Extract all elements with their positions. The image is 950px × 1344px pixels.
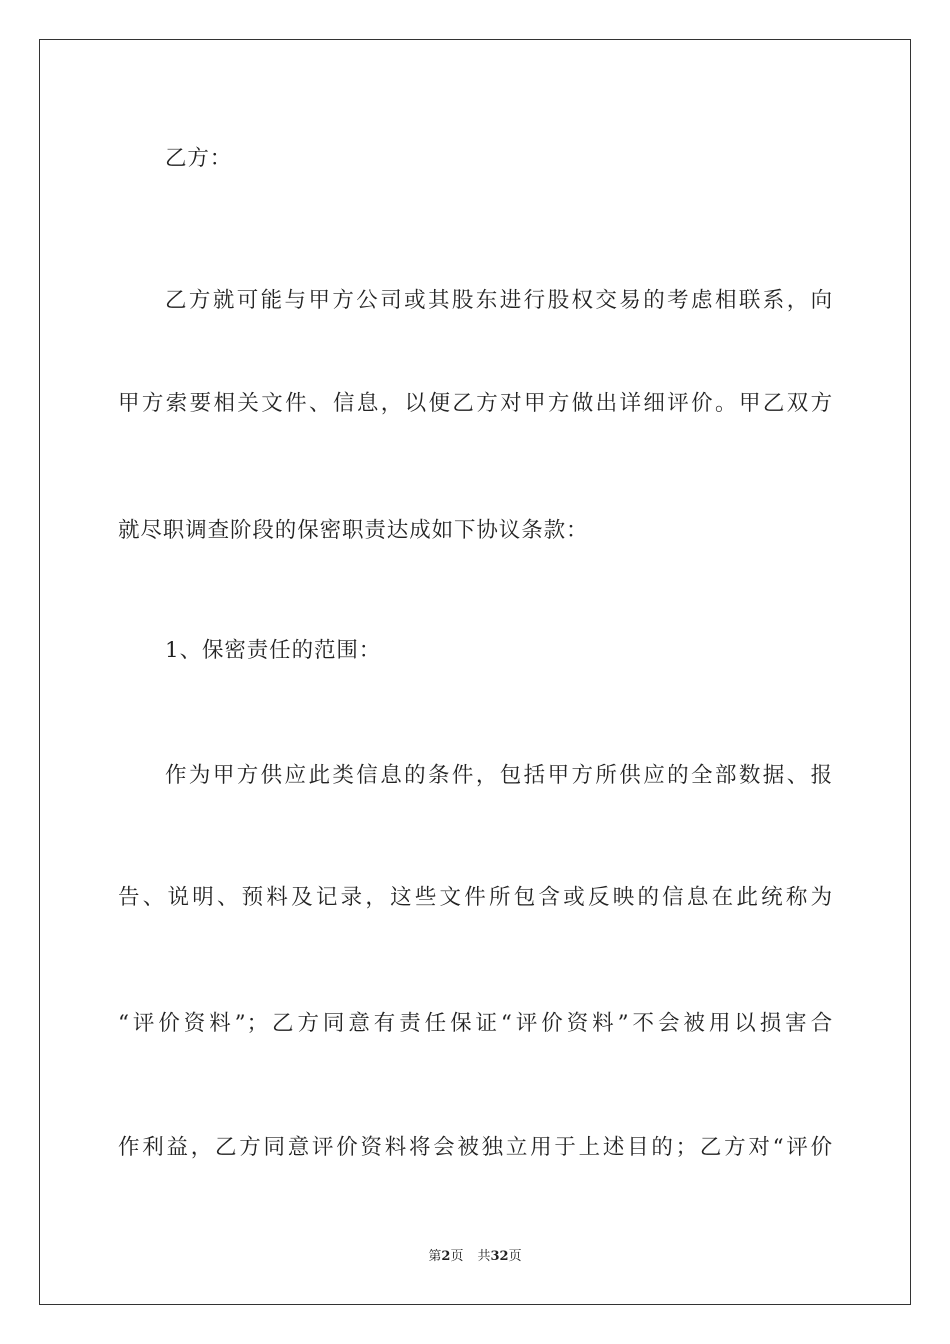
paragraph-line: 乙方就可能与甲方公司或其股东进行股权交易的考虑相联系，向 bbox=[165, 288, 833, 313]
document-page bbox=[39, 39, 911, 1305]
paragraph-line: 就尽职调查阶段的保密职责达成如下协议条款： bbox=[118, 518, 589, 543]
page-footer bbox=[40, 1245, 910, 1264]
page-suffix: 页 bbox=[450, 1249, 464, 1264]
paragraph-line: 告、说明、预料及记录，这些文件所包含或反映的信息在此统称为 bbox=[118, 885, 833, 910]
current-page-number: 2 bbox=[441, 1249, 451, 1264]
total-prefix: 共 bbox=[477, 1249, 491, 1264]
paragraph-line: 作为甲方供应此类信息的条件，包括甲方所供应的全部数据、报 bbox=[165, 763, 833, 788]
paragraph-line: 作利益，乙方同意评价资料将会被独立用于上述目的；乙方对“评价 bbox=[118, 1135, 833, 1160]
section-heading: 1、保密责任的范围： bbox=[165, 638, 382, 663]
paragraph-line: 甲方索要相关文件、信息，以便乙方对甲方做出详细评价。甲乙双方 bbox=[118, 391, 833, 416]
total-suffix: 页 bbox=[508, 1249, 522, 1264]
total-page-count: 32 bbox=[490, 1249, 509, 1264]
party-b-label: 乙方： bbox=[165, 146, 233, 171]
page-prefix: 第 bbox=[428, 1249, 442, 1264]
paragraph-line: “评价资料”；乙方同意有责任保证“评价资料”不会被用以损害合 bbox=[118, 1011, 833, 1036]
